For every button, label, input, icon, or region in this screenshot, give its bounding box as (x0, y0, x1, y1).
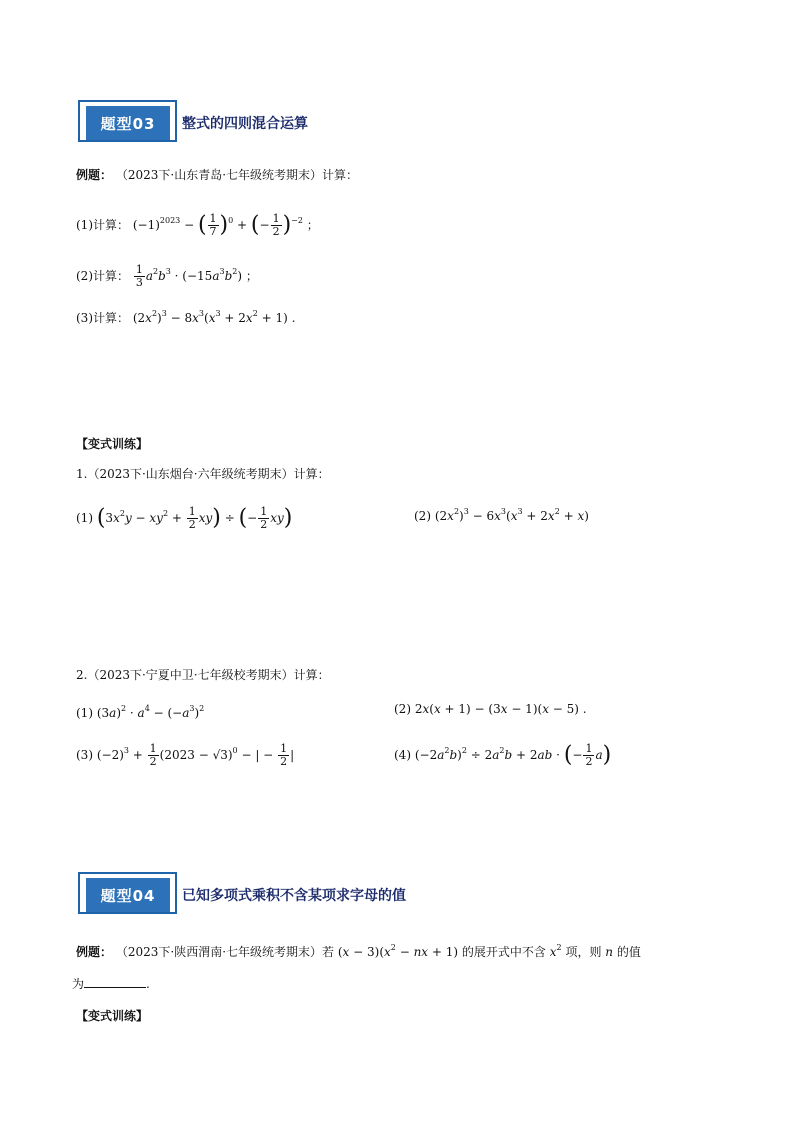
example-line (76, 166, 358, 183)
example-label: 例题： (76, 945, 113, 959)
math-expression: $(-2)^3$ + $\frac{1}{2}$ $(2023 - √3)^0$ − | − $\frac{1}{2}$ | (96, 742, 295, 768)
math-variable: $x^2$ (549, 943, 562, 959)
example-label: 例题： (76, 168, 113, 182)
math-variable: n (605, 945, 614, 959)
answer-blank[interactable] (84, 987, 146, 988)
example-item-1 (76, 203, 319, 239)
item-suffix: . (582, 702, 587, 716)
math-expression: $(-1)^{2023}$ − ( $\frac{1}{7}$ )$^0$ + (− $\frac{1}{2}$ )$^{-2}$ (132, 212, 303, 238)
item-prefix: (1)计算： (76, 218, 129, 232)
math-expression: $(-2a^2b)^2 \div 2a^2b + 2ab$ · (− $\frac{1}{2}$ a) (414, 742, 612, 768)
question-2-item-3 (76, 733, 294, 769)
practice-label-2: 【变式训练】 (76, 1009, 149, 1023)
section-title: 已知多项式乘积不含某项求字母的值 (182, 888, 406, 904)
example-04-line-2 (72, 975, 150, 992)
example-04-line-1 (76, 936, 641, 960)
math-expression: ($3x^2y - xy^2$ + $\frac{1}{2}$ xy) ÷ (− $\frac{1}{2}$ xy) (96, 505, 293, 531)
item-suffix: . (291, 311, 296, 325)
line-prefix: 为 (72, 977, 85, 991)
example-text-c: 项，则 (565, 945, 602, 959)
section-header-03 (78, 100, 498, 152)
example-source: （2023下·山东青岛·七年级统考期末）计算： (115, 168, 359, 182)
item-suffix: ； (245, 269, 258, 283)
math-expression: $\frac{1}{3}$ $a^2b^3 \cdot (-15a^3b^2)$ (135, 263, 243, 289)
question-1-item-2 (414, 498, 589, 526)
question-2-item-2 (394, 696, 587, 722)
example-text-b: 的展开式中不含 (461, 945, 546, 959)
item-number: (4) (394, 748, 411, 762)
section-badge: 题型04 (86, 878, 170, 912)
math-expression: $(2x^2)^3 - 8x^3(x^3 + 2x^2 + 1)$ (132, 309, 288, 325)
example-text-d: 的值 (616, 945, 641, 959)
question-1-item-1 (76, 496, 292, 532)
math-expression: $(3a)^2 \cdot a^4 - (-a^3)^2$ (96, 704, 205, 720)
item-suffix: ； (306, 218, 319, 232)
math-expression: $(2x^2)^3 - 6x^3(x^3 + 2x^2 + x)$ (434, 507, 589, 523)
item-number: (2) (394, 702, 411, 716)
math-expression: 2x(x + 1) − (3x − 1)(x − 5) (414, 702, 579, 716)
question-2-item-1 (76, 696, 204, 722)
item-prefix: (2)计算： (76, 269, 129, 283)
item-prefix: (3)计算： (76, 311, 129, 325)
item-number: (1) (76, 706, 93, 720)
question-2: 2.（2023下·宁夏中卫·七年级校考期末）计算： (76, 668, 330, 682)
math-expression: $(x - 3)(x^2$ − nx + 1) (337, 943, 459, 959)
example-item-3 (76, 302, 295, 326)
line-suffix: . (146, 977, 150, 991)
section-title: 整式的四则混合运算 (182, 116, 308, 132)
example-item-2 (76, 256, 258, 288)
item-number: (2) (414, 509, 431, 523)
question-1: 1.（2023下·山东烟台·六年级统考期末）计算： (76, 467, 330, 481)
question-2-item-4 (394, 733, 611, 769)
practice-label: 【变式训练】 (76, 437, 149, 451)
section-header-04 (78, 872, 498, 924)
item-number: (3) (76, 748, 93, 762)
item-number: (1) (76, 511, 93, 525)
section-badge: 题型03 (86, 106, 170, 140)
example-text-a: （2023下·陕西渭南·七年级统考期末）若 (115, 945, 335, 959)
